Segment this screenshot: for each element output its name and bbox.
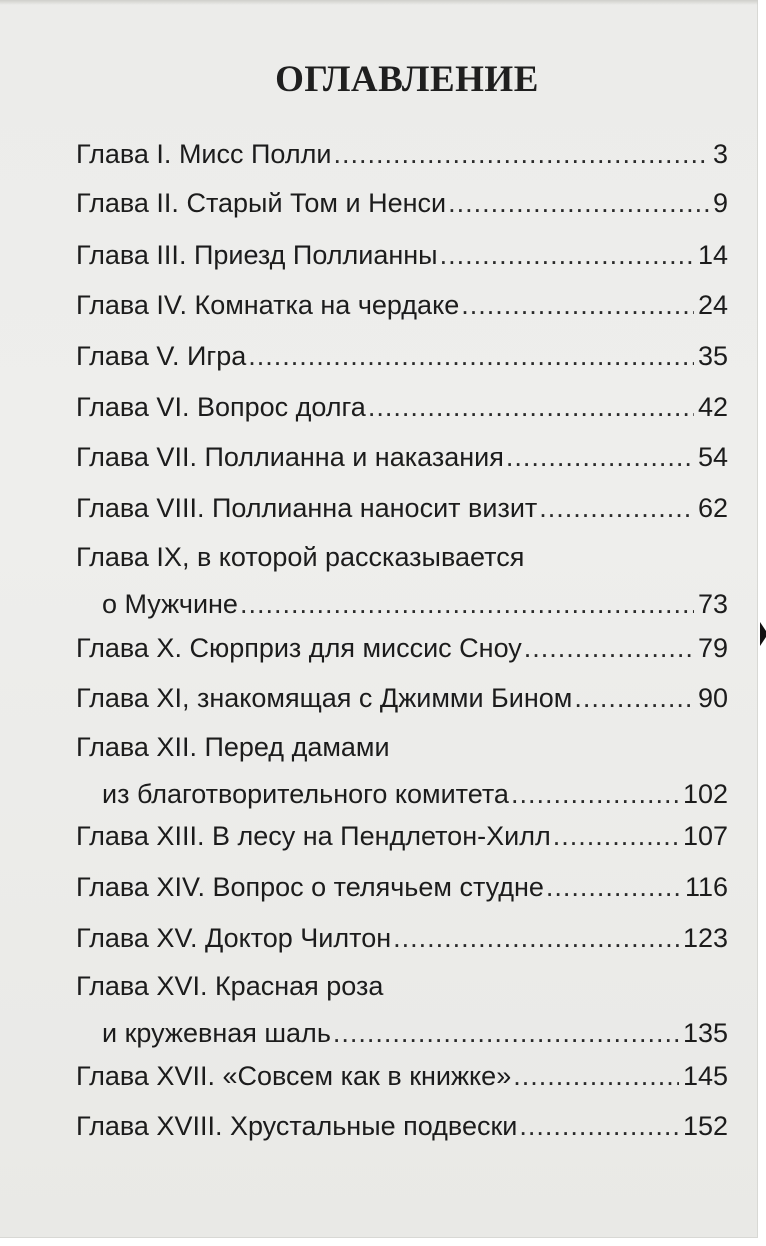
toc-entry-label: Глава IV. Комнатка на чердаке — [76, 290, 460, 320]
toc-entry-page: 102 — [682, 779, 728, 809]
dot-leader — [513, 1060, 679, 1092]
toc-entry-label: Глава IX, в которой рассказывается — [76, 542, 525, 572]
toc-entry — [76, 1060, 728, 1092]
dot-leader — [393, 922, 679, 954]
toc-entry-label: Глава VIII. Поллианна наносит визит — [76, 493, 538, 523]
toc-entry-page: 9 — [712, 188, 728, 218]
dot-leader — [546, 871, 681, 903]
toc-entry — [76, 871, 728, 903]
toc-entry-label: Глава XVI. Красная роза — [76, 971, 384, 1001]
toc-entry-label: Глава XVII. «Совсем как в книжке» — [76, 1061, 512, 1091]
toc-entry-page: 54 — [697, 442, 728, 472]
dot-leader — [248, 340, 694, 372]
toc-entry — [76, 391, 728, 423]
toc-entry-label: Глава VII. Поллианна и наказания — [76, 442, 504, 472]
toc-entry — [76, 731, 728, 810]
toc-entry — [76, 820, 728, 852]
toc-entry — [76, 1110, 728, 1142]
toc-entry-page: 14 — [697, 240, 728, 270]
toc-entry-label: Глава XVIII. Хрустальные подвески — [76, 1111, 518, 1141]
toc-entry-page: 116 — [684, 872, 728, 902]
toc-entry-label: Глава XIII. В лесу на Пендлетон-Хилл — [76, 821, 551, 851]
dot-leader — [511, 778, 679, 810]
dot-leader — [539, 492, 694, 524]
toc-entry — [76, 289, 728, 321]
toc-entry-page: 145 — [682, 1061, 728, 1091]
toc-entry-page: 24 — [697, 290, 728, 320]
toc-entry — [76, 492, 728, 524]
toc-entry — [76, 239, 728, 271]
toc-entry — [76, 340, 728, 372]
dot-leader — [440, 239, 694, 271]
toc-entry — [76, 970, 728, 1049]
dot-leader — [524, 632, 694, 664]
dot-leader — [333, 1017, 679, 1049]
toc-entry-label: Глава XI, знакомящая с Джимми Бином — [76, 683, 573, 713]
toc-entry-page: 107 — [682, 821, 728, 851]
toc-entry — [76, 632, 728, 664]
toc-entry-page: 62 — [697, 493, 728, 523]
dot-leader — [574, 682, 694, 714]
toc-entry-page: 73 — [697, 589, 728, 619]
dot-leader — [519, 1110, 679, 1142]
toc-entry-label-cont: и кружевная шаль — [102, 1018, 331, 1048]
dot-leader — [448, 187, 709, 219]
dot-leader — [333, 138, 709, 170]
toc-entry — [76, 682, 728, 714]
toc-entry-page: 152 — [682, 1111, 728, 1141]
toc-entry-label-cont: о Мужчине — [102, 589, 238, 619]
toc-entry-label-cont: из благотворительного комитета — [102, 779, 509, 809]
toc-entry-label: Глава XV. Доктор Чилтон — [76, 923, 392, 953]
toc-entry-label: Глава XIV. Вопрос о телячьем студне — [76, 872, 544, 902]
toc-entry-page: 90 — [697, 683, 728, 713]
toc-entry-page: 42 — [697, 392, 728, 422]
mouse-pointer-icon — [760, 622, 766, 646]
toc-entry-page: 35 — [697, 341, 728, 371]
toc-entry — [76, 541, 728, 620]
toc-entry-page: 3 — [712, 139, 728, 169]
toc-entry — [76, 441, 728, 473]
toc-entry-page: 135 — [682, 1018, 728, 1048]
toc-entry-label: Глава I. Мисс Полли — [76, 139, 332, 169]
dot-leader — [506, 441, 694, 473]
toc-entry — [76, 187, 728, 219]
page-title: ОГЛАВЛЕНИЕ — [275, 59, 539, 100]
dot-leader — [240, 588, 694, 620]
toc-entry-label: Глава VI. Вопрос долга — [76, 392, 366, 422]
toc-entry-label: Глава XII. Перед дамами — [76, 732, 390, 762]
dot-leader — [368, 391, 694, 423]
toc-entry-label: Глава V. Игра — [76, 341, 247, 371]
toc-entry-label: Глава X. Сюрприз для миссис Сноу — [76, 633, 522, 663]
toc-entry — [76, 922, 728, 954]
toc-entry — [76, 138, 728, 170]
toc-entry-label: Глава II. Старый Том и Ненси — [76, 188, 447, 218]
dot-leader — [553, 820, 679, 852]
toc-entry-page: 123 — [682, 923, 728, 953]
toc-entry-label: Глава III. Приезд Поллианны — [76, 240, 438, 270]
toc-entry-page: 79 — [697, 633, 728, 663]
dot-leader — [461, 289, 694, 321]
